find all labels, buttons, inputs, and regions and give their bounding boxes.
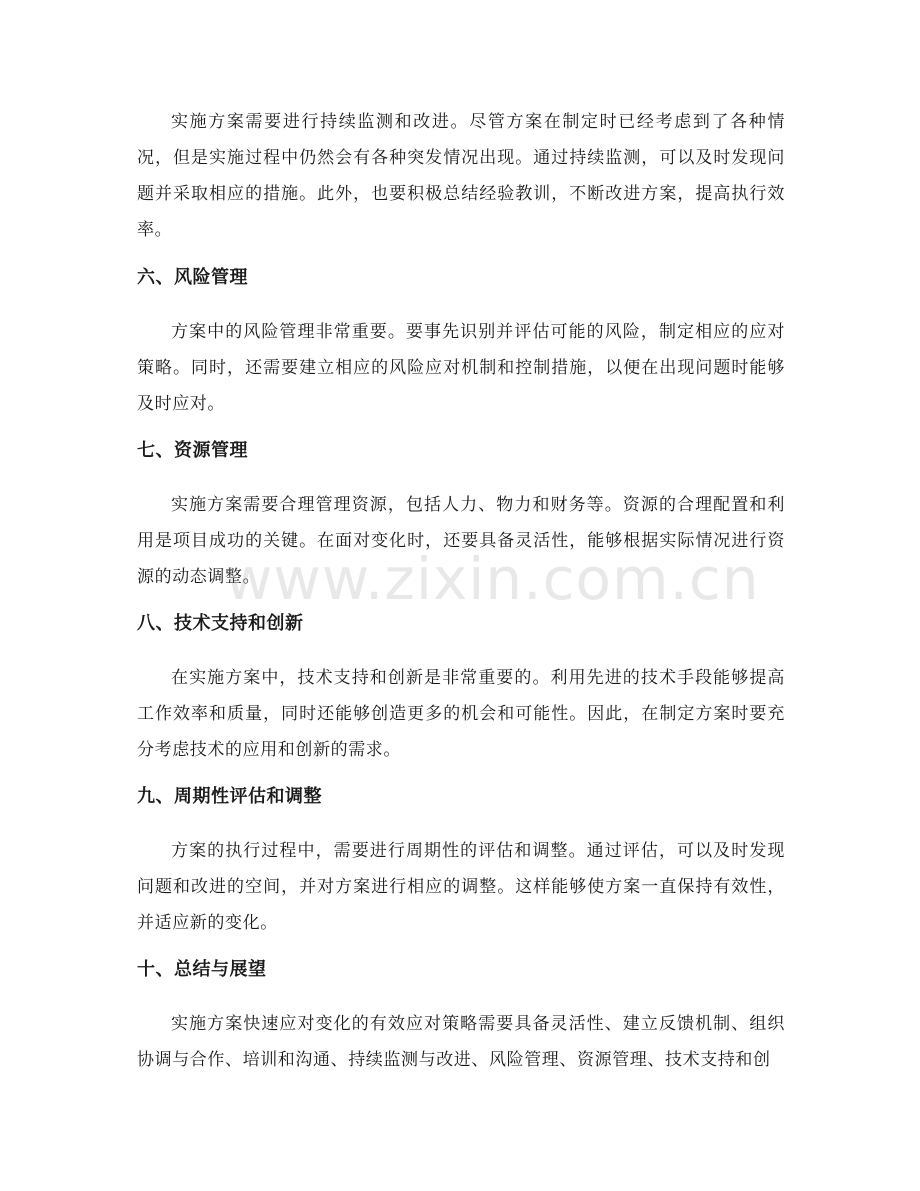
- paragraph-risk-management: 方案中的风险管理非常重要。要事先识别并评估可能的风险，制定相应的应对策略。同时，还需要建立相应的风险应对机制和控制措施，以便在出现问题时能够及时应对。: [137, 322, 785, 414]
- paragraph-summary-outlook: 实施方案快速应对变化的有效应对策略需要具备灵活性、建立反馈机制、组织协调与合作、培训和沟通、持续监测与改进、风险管理、资源管理、技术支持和创: [137, 1014, 785, 1070]
- paragraph-continuous-monitoring: 实施方案需要进行持续监测和改进。尽管方案在制定时已经考虑到了各种情况，但是实施过程中仍然会有各种突发情况出现。通过持续监测，可以及时发现问题并采取相应的措施。此外，也要积极总结经验教训，不断改进方案，提高执行效率。: [137, 112, 785, 240]
- paragraph-tech-support-innovation: 在实施方案中，技术支持和创新是非常重要的。利用先进的技术手段能够提高工作效率和质量，同时还能够创造更多的机会和可能性。因此，在制定方案时要充分考虑技术的应用和创新的需求。: [137, 668, 785, 760]
- section-heading-resource-management: 七、资源管理: [137, 440, 248, 461]
- section-heading-risk-management: 六、风险管理: [137, 267, 248, 288]
- paragraph-resource-management: 实施方案需要合理管理资源，包括人力、物力和财务等。资源的合理配置和利用是项目成功的关键。在面对变化时，还要具备灵活性，能够根据实际情况进行资源的动态调整。: [137, 495, 785, 587]
- watermark: www.zixin.com.cn: [225, 545, 760, 613]
- paragraph-periodic-evaluation: 方案的执行过程中，需要进行周期性的评估和调整。通过评估，可以及时发现问题和改进的空间，并对方案进行相应的调整。这样能够使方案一直保持有效性，并适应新的变化。: [137, 841, 785, 933]
- section-heading-tech-support-innovation: 八、技术支持和创新: [137, 613, 304, 634]
- section-heading-summary-outlook: 十、总结与展望: [137, 959, 267, 980]
- section-heading-periodic-evaluation: 九、周期性评估和调整: [137, 786, 322, 807]
